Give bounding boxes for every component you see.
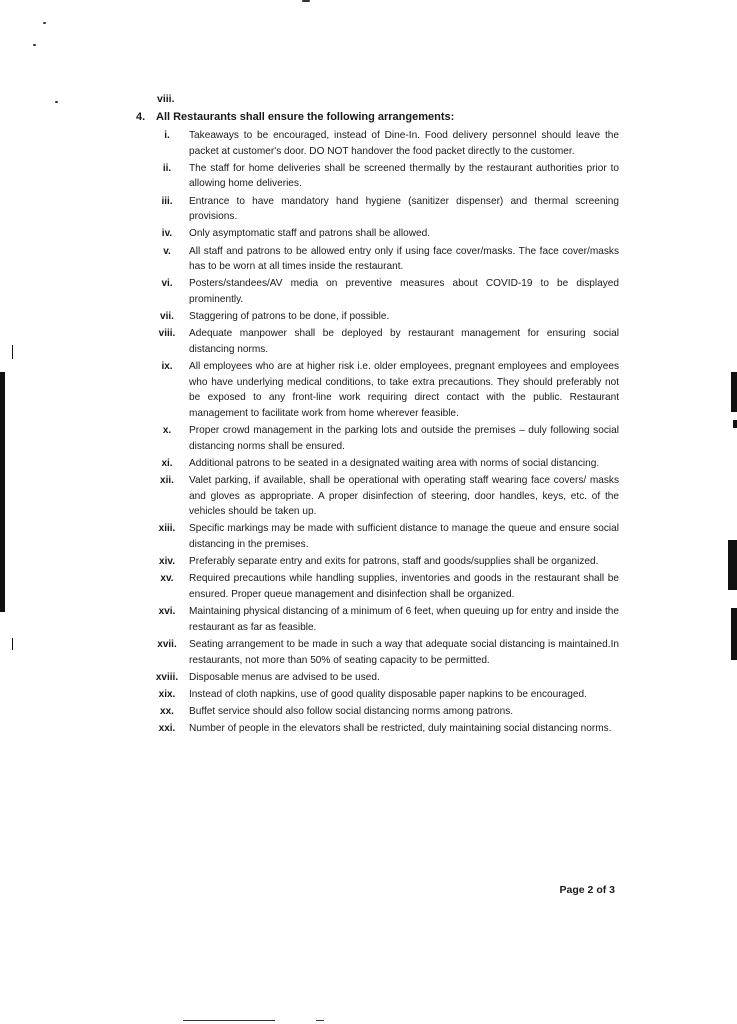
list-item (145, 571, 625, 602)
list-item-text: Valet parking, if available, shall be operational with operating staff wearing face covers/ masks and gloves as appropriate. A proper disinfection of steering, door handles, keys, etc. of the vehicles should be taken up. (189, 475, 619, 518)
list-item-text: Proper crowd management in the parking lots and outside the premises – duly following social distancing norms shall be ensured. (189, 425, 619, 452)
scan-edge-bar (731, 608, 737, 660)
list-item (145, 521, 625, 552)
list-item (145, 687, 625, 703)
section-number: 4. (136, 111, 146, 123)
list-item-text: Posters/standees/AV media on preventive measures about COVID-19 to be displayed prominently. (189, 278, 619, 305)
list-item-text: Takeaways to be encouraged, instead of Dine-In. Food delivery personnel should leave the packet at customer's door. DO NOT handover the food packet directly to the customer. (189, 130, 619, 157)
previous-item-number: viii. (157, 93, 175, 105)
list-item (145, 670, 625, 686)
section-heading (136, 111, 454, 123)
section-title: All Restaurants shall ensure the following arrangements: (156, 111, 455, 123)
list-item-number: xviii. (155, 671, 179, 683)
list-item-text: Required precautions while handling supplies, inventories and goods in the restaurant shall be ensured. Proper queue management and disinfection shall be organized. (189, 573, 619, 600)
list-item-number: xiv. (159, 556, 175, 568)
list-item-text: Maintaining physical distancing of a minimum of 6 feet, when queuing up for entry and inside the restaurant as far as feasible. (189, 606, 619, 633)
scan-bottom-line (316, 1020, 324, 1021)
list-item (145, 721, 625, 737)
list-item-number: xi. (161, 457, 173, 469)
list-item (145, 276, 625, 307)
list-item-number: xix. (158, 688, 176, 700)
scan-mark (43, 22, 46, 24)
list-item-text: Specific markings may be made with sufficient distance to manage the queue and ensure social distancing in the premises. (189, 523, 619, 550)
page-number: Page 2 of 3 (559, 884, 615, 896)
list-item-number: iii. (161, 195, 173, 207)
scan-mark (55, 101, 58, 103)
list-item-number: xii. (160, 475, 174, 486)
list-item-text: Staggering of patrons to be done, if possible. (189, 311, 390, 323)
list-item-number: xiii. (158, 523, 176, 535)
list-item (145, 554, 625, 570)
list-item-text: The staff for home deliveries shall be screened thermally by the restaurant authorities prior to allowing home deliveries. (189, 162, 619, 190)
list-item-number: vi. (161, 278, 173, 290)
list-item-number: xx. (160, 706, 174, 718)
scan-edge-bar (728, 540, 737, 590)
scan-bottom-line (183, 1020, 275, 1021)
list-item-text: Buffet service should also follow social distancing norms among patrons. (189, 706, 514, 718)
list-item (145, 604, 625, 635)
list-item (145, 359, 625, 421)
list-item-number: ix. (161, 361, 173, 373)
scan-edge-bar (12, 638, 13, 650)
list-item-text: Only asymptomatic staff and patrons shall be allowed. (189, 228, 431, 240)
scan-edge-bar (0, 372, 5, 612)
list-item (145, 226, 625, 242)
list-item (145, 128, 625, 159)
list-item (145, 309, 625, 325)
scan-edge-bar (731, 372, 737, 412)
list-item (145, 244, 625, 275)
list-item (145, 194, 625, 225)
list-item (145, 473, 625, 520)
list-item-text: Additional patrons to be seated in a designated waiting area with norms of social distancing. (189, 457, 600, 469)
list-item-number: xv. (160, 573, 174, 585)
scan-edge-bar (12, 345, 13, 359)
list-item-text: Instead of cloth napkins, use of good quality disposable paper napkins to be encouraged. (189, 688, 587, 700)
list-item (145, 637, 625, 668)
list-item-number: x. (162, 425, 172, 437)
list-item-text: Number of people in the elevators shall be restricted, duly maintaining social distancing norms. (189, 723, 612, 735)
list-item-text: All employees who are at higher risk i.e. older employees, pregnant employees and employees who have underlying medical conditions, to take extra precautions. They should preferably not be exposed to any front-line work requiring direct contact with the public. Restaurant management to facilitate work from home wherever feasible. (189, 361, 619, 419)
list-item (145, 456, 625, 472)
scan-edge-bar (733, 420, 737, 428)
list-item (145, 704, 625, 720)
list-item-text: Preferably separate entry and exits for patrons, staff and goods/supplies shall be organized. (189, 556, 599, 568)
list-item-text: Entrance to have mandatory hand hygiene (sanitizer dispenser) and thermal screening provisions. (189, 195, 619, 223)
list-item-text: Adequate manpower shall be deployed by restaurant management for ensuring social distancing norms. (189, 328, 619, 355)
list-item-text: Seating arrangement to be made in such a way that adequate social distancing is maintained.In restaurants, not more than 50% of seating capacity to be permitted. (189, 638, 619, 666)
list-item-number: xvi. (158, 606, 176, 618)
list-item-number: iv. (161, 228, 173, 240)
list-item-number: i. (164, 130, 170, 141)
list-item-number: v. (163, 245, 171, 257)
scan-mark (33, 44, 36, 46)
list-item (145, 326, 625, 357)
list-item-number: vii. (160, 311, 174, 323)
list-item-number: viii. (158, 328, 176, 340)
list-item-number: xxi. (158, 723, 176, 735)
list-item-text: Disposable menus are advised to be used. (189, 671, 380, 683)
arrangements-list (145, 128, 625, 738)
list-item-number: ii. (162, 162, 172, 174)
list-item (145, 423, 625, 454)
list-item-number: xvii. (157, 638, 177, 650)
list-item-text: All staff and patrons to be allowed entry only if using face cover/masks. The face cover/masks has to be worn at all times inside the restaurant. (189, 245, 619, 273)
scan-mark (302, 0, 310, 2)
list-item (145, 161, 625, 192)
